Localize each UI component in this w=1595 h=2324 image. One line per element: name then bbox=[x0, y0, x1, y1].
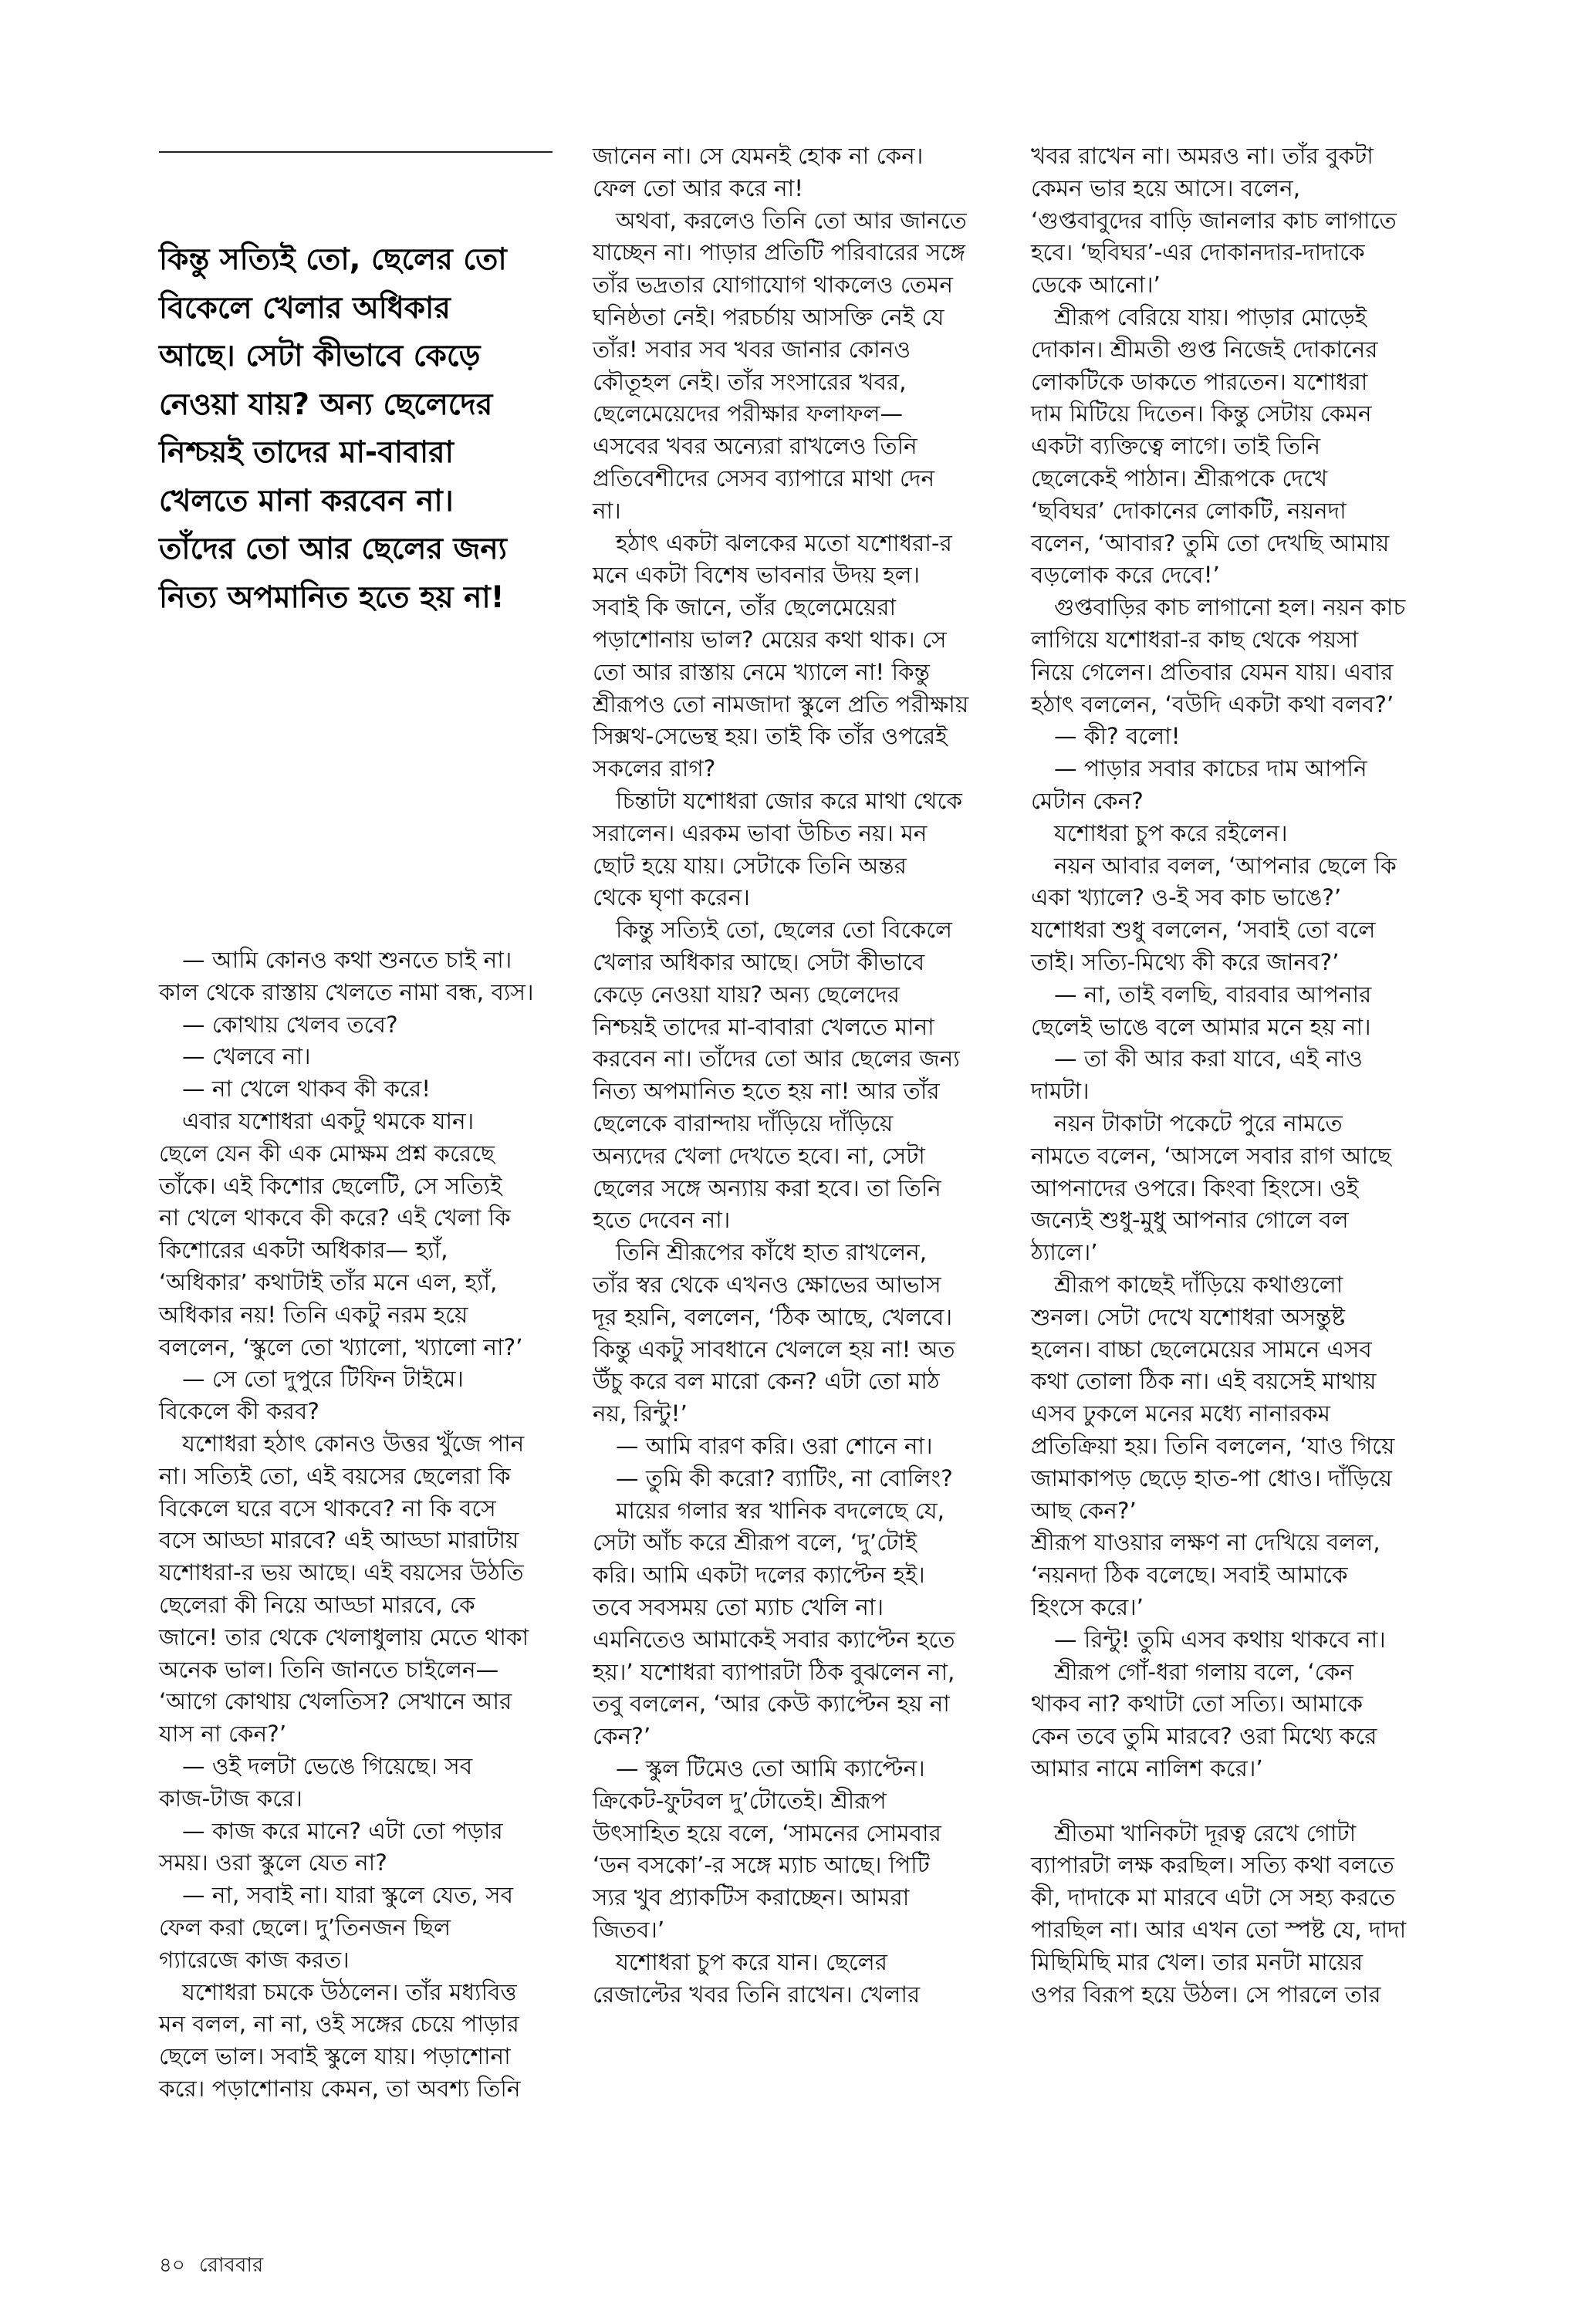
text-line: — সে তো দুপুরে টিফিন টাইমে। bbox=[182, 1366, 464, 1393]
magazine-name: রোববার bbox=[199, 2254, 264, 2277]
text-line: ফেল করা ছেলে। দু’তিনজন ছিল bbox=[159, 1914, 451, 1941]
text-line: হতে দেবেন না। bbox=[593, 1207, 731, 1234]
text-line: হয়।’ যশোধরা ব্যাপারটা ঠিক বুঝলেন না, bbox=[593, 1658, 955, 1685]
text-line: ‘গুপ্তবাবুদের বাড়ি জানলার কাচ লাগাতে bbox=[1031, 207, 1397, 234]
text-line: হবে। ‘ছবিঘর’-এর দোকানদার-দাদাকে bbox=[1031, 239, 1365, 266]
text-line: বসে আড্ডা মারবে? এই আড্ডা মারাটায় bbox=[159, 1527, 519, 1554]
pull-quote-line: আছে। সেটা কীভাবে কেড়ে bbox=[159, 339, 481, 373]
text-line: তাঁর স্বর থেকে এখনও ক্ষোভের আভাস bbox=[593, 1272, 941, 1298]
text-line: গ্যারেজে কাজ করত। bbox=[159, 1946, 350, 1973]
text-line: ছেলেকেই পাঠান। শ্রীরূপকে দেখে bbox=[1031, 465, 1328, 491]
text-line: শুনল। সেটা দেখে যশোধরা অসন্তুষ্ট bbox=[1031, 1303, 1346, 1330]
text-line: না খেলে থাকবে কী করে? এই খেলা কি bbox=[159, 1204, 511, 1231]
text-line: বলেন, ‘আবার? তুমি তো দেখছি আমায় bbox=[1031, 529, 1390, 556]
text-line: খেলার অধিকার আছে। সেটা কীভাবে bbox=[593, 949, 925, 975]
text-line: কিন্তু সত্যিই তো, ছেলের তো বিকেলে bbox=[616, 917, 953, 944]
text-line: শ্রীরূপ কাছেই দাঁড়িয়ে কথাগুলো bbox=[1054, 1272, 1343, 1298]
pull-quote bbox=[159, 236, 564, 622]
text-line: ছেলেরা কী নিয়ে আড্ডা মারবে, কে bbox=[159, 1592, 475, 1618]
text-line: দাম মিটিয়ে দিতেন। কিন্তু সেটায় কেমন bbox=[1031, 400, 1372, 427]
pull-quote-line: নিশ্চয়ই তাদের মা-বাবারা bbox=[159, 435, 454, 470]
text-line: জামাকাপড় ছেড়ে হাত-পা ধোও। দাঁড়িয়ে bbox=[1031, 1464, 1392, 1491]
text-line: ডেকে আনো।’ bbox=[1031, 272, 1161, 299]
text-line: — কাজ করে মানে? এটা তো পড়ার bbox=[182, 1817, 503, 1844]
text-line: যাস না কেন?’ bbox=[159, 1721, 287, 1748]
text-line: ‘ডন বসকো’-র সঙ্গে ম্যাচ আছে। পিটি bbox=[593, 1852, 930, 1879]
text-line: ঘনিষ্ঠতা নেই। পরচর্চায় আসক্তি নেই যে bbox=[593, 304, 944, 330]
text-line: এসবের খবর অন্যেরা রাখলেও তিনি bbox=[593, 433, 917, 460]
text-line: থাকব না? কথাটা তো সত্যি। আমাকে bbox=[1031, 1691, 1364, 1718]
text-line: মিছিমিছি মার খেল। তার মনটা মায়ের bbox=[1031, 1948, 1364, 1975]
text-line: তো আর রাস্তায় নেমে খ্যালে না! কিন্তু bbox=[593, 658, 931, 685]
text-line: কথা তোলা ঠিক না। এই বয়সেই মাথায় bbox=[1031, 1368, 1377, 1395]
text-line: — কোথায় খেলব তবে? bbox=[182, 1011, 398, 1038]
text-line: প্রতিক্রিয়া হয়। তিনি বললেন, ‘যাও গিয়ে bbox=[1031, 1433, 1395, 1459]
text-line: এমনিতেও আমাকেই সবার ক্যাপ্টেন হতে bbox=[593, 1626, 955, 1653]
text-line: আপনাদের ওপরে। কিংবা হিংসে। ওই bbox=[1031, 1174, 1359, 1201]
text-line: না। সত্যিই তো, এই বয়সের ছেলেরা কি bbox=[159, 1462, 511, 1489]
page-number: ৪০ bbox=[159, 2254, 185, 2277]
text-line: বিকেলে কী করব? bbox=[159, 1398, 319, 1425]
pull-quote-line: নেওয়া যায়? অন্য ছেলেদের bbox=[159, 387, 493, 422]
text-line: তাঁকে। এই কিশোর ছেলেটি, সে সত্যিই bbox=[159, 1172, 502, 1199]
text-line: — পাড়ার সবার কাচের দাম আপনি bbox=[1054, 755, 1367, 782]
text-line: কাল থেকে রাস্তায় খেলতে নামা বন্ধ, ব্যস। bbox=[159, 978, 534, 1005]
pull-quote-rule bbox=[159, 151, 553, 153]
text-line: নিত্য অপমানিত হতে হয় না! আর তাঁর bbox=[593, 1078, 940, 1105]
text-line: করি। আমি একটা দলের ক্যাপ্টেন হই। bbox=[593, 1562, 925, 1589]
text-line: — আমি কোনও কথা শুনতে চাই না। bbox=[182, 947, 512, 973]
text-line: উঁচু করে বল মারো কেন? এটা তো মাঠ bbox=[593, 1368, 940, 1395]
text-line: — না, তাই বলছি, বারবার আপনার bbox=[1054, 981, 1372, 1008]
text-line: লাগিয়ে যশোধরা-র কাছ থেকে পয়সা bbox=[1031, 627, 1359, 653]
text-line: জানে! তার থেকে খেলাধুলায় মেতে থাকা bbox=[159, 1623, 529, 1650]
text-line: উৎসাহিত হয়ে বলে, ‘সামনের সোমবার bbox=[593, 1819, 941, 1846]
text-line: সবাই কি জানে, তাঁর ছেলেমেয়েরা bbox=[593, 594, 897, 621]
text-line: ছোট হয়ে যায়। সেটাকে তিনি অন্তর bbox=[593, 852, 907, 879]
text-line: ‘নয়নদা ঠিক বলেছে। সবাই আমাকে bbox=[1031, 1562, 1348, 1589]
text-line: ছেলেমেয়েদের পরীক্ষার ফলাফল— bbox=[593, 400, 903, 427]
text-line: নয়ন টাকাটা পকেটে পুরে নামতে bbox=[1054, 1110, 1343, 1137]
text-line: শ্রীরূপও তো নামজাদা স্কুলে প্রতি পরীক্ষায় bbox=[593, 691, 969, 718]
text-line: — খেলবে না। bbox=[182, 1043, 311, 1070]
text-line: নয়, রিন্টু!’ bbox=[593, 1400, 688, 1427]
text-line: শ্রীরূপ যাওয়ার লক্ষণ না দেখিয়ে বলল, bbox=[1031, 1529, 1380, 1556]
text-line: মনে একটা বিশেষ ভাবনার উদয় হল। bbox=[593, 562, 921, 589]
text-line: এবার যশোধরা একটু থমকে যান। bbox=[182, 1108, 475, 1134]
text-line: রেজাল্টের খবর তিনি রাখেন। খেলার bbox=[593, 1981, 921, 2008]
text-line: না। bbox=[593, 497, 621, 524]
text-line: নয়ন আবার বলল, ‘আপনার ছেলে কি bbox=[1054, 852, 1397, 879]
text-line: — না খেলে থাকব কী করে! bbox=[182, 1076, 431, 1103]
text-line: নামতে বলেন, ‘আসলে সবার রাগ আছে bbox=[1031, 1142, 1391, 1169]
text-line: যশোধরা চমকে উঠলেন। তাঁর মধ্যবিত্ত bbox=[182, 1978, 517, 2005]
text-line: খবর রাখেন না। অমরও না। তাঁর বুকটা bbox=[1031, 143, 1374, 169]
text-line: কেন?’ bbox=[593, 1723, 651, 1750]
text-line: ছেলে ভাল। সবাই স্কুলে যায়। পড়াশোনা bbox=[159, 2043, 511, 2070]
text-line: নিয়ে গেলেন। প্রতিবার যেমন যায়। এবার bbox=[1031, 658, 1394, 685]
text-line: ক্রিকেট-ফুটবল দু’টোতেই। শ্রীরূপ bbox=[593, 1787, 887, 1814]
text-line: সকলের রাগ? bbox=[593, 755, 716, 782]
text-line: তাঁর ভদ্রতার যোগাযোগ থাকলেও তেমন bbox=[593, 272, 954, 299]
text-line: নিশ্চয়ই তাদের মা-বাবারা খেলতে মানা bbox=[593, 1013, 934, 1040]
text-line: জানেন না। সে যেমনই হোক না কেন। bbox=[593, 143, 924, 169]
text-line: ছেলেই ভাঙে বলে আমার মনে হয় না। bbox=[1031, 1013, 1371, 1040]
text-line: — তুমি কী করো? ব্যাটিং, না বোলিং? bbox=[616, 1464, 953, 1491]
text-line: সময়। ওরা স্কুলে যেত না? bbox=[159, 1849, 387, 1876]
text-line: দামটা। bbox=[1031, 1078, 1090, 1105]
text-line: জিতব।’ bbox=[593, 1917, 665, 1943]
pull-quote-line: খেলতে মানা করবেন না। bbox=[159, 483, 454, 519]
text-line: সিক্সথ-সেভেন্থ হয়। তাই কি তাঁর ওপরেই bbox=[593, 723, 948, 750]
text-line: তবু বললেন, ‘আর কেউ ক্যাপ্টেন হয় না bbox=[593, 1691, 950, 1718]
text-line: করে। পড়াশোনায় কেমন, তা অবশ্য তিনি bbox=[159, 2076, 521, 2102]
text-line: যশোধরা চুপ করে রইলেন। bbox=[1054, 819, 1288, 846]
text-line: শ্রীরূপ গোঁ-ধরা গলায় বলে, ‘কেন bbox=[1054, 1658, 1353, 1685]
text-line: তাই। সত্যি-মিথ্যে কী করে জানব?’ bbox=[1031, 949, 1340, 975]
text-line: বিকেলে ঘরে বসে থাকবে? না কি বসে bbox=[159, 1495, 496, 1522]
text-line: ঠ্যালে।’ bbox=[1031, 1239, 1098, 1266]
text-line: হঠাৎ বললেন, ‘বউদি একটা কথা বলব?’ bbox=[1031, 691, 1394, 718]
pull-quote-line: নিত্য অপমানিত হতে হয় না! bbox=[159, 579, 505, 615]
text-line: তবে সবসময় তো ম্যাচ খেলি না। bbox=[593, 1594, 884, 1620]
text-line: প্রতিবেশীদের সেসব ব্যাপারে মাথা দেন bbox=[593, 465, 935, 491]
text-line: তাঁর! সবার সব খবর জানার কোনও bbox=[593, 336, 911, 363]
text-line: ‘ছবিঘর’ দোকানের লোকটি, নয়নদা bbox=[1031, 497, 1347, 524]
text-line: — তা কী আর করা যাবে, এই নাও bbox=[1054, 1045, 1363, 1072]
text-line: চিন্তাটা যশোধরা জোর করে মাথা থেকে bbox=[616, 788, 962, 814]
text-line: — আমি বারণ করি। ওরা শোনে না। bbox=[616, 1433, 933, 1459]
text-line: স্যর খুব প্র্যাকটিস করাচ্ছেন। আমরা bbox=[593, 1884, 910, 1911]
text-line: আমার নামে নালিশ করে।’ bbox=[1031, 1755, 1263, 1782]
text-line: দোকান। শ্রীমতী গুপ্ত নিজেই দোকানের bbox=[1031, 336, 1378, 363]
text-line: ওপর বিরূপ হয়ে উঠল। সে পারলে তার bbox=[1031, 1981, 1381, 2008]
text-line: শ্রীরূপ বেরিয়ে যায়। পাড়ার মোড়েই bbox=[1054, 304, 1367, 330]
text-line: — রিন্টু! তুমি এসব কথায় থাকবে না। bbox=[1054, 1626, 1386, 1653]
text-line: গুপ্তবাড়ির কাচ লাগানো হল। নয়ন কাচ bbox=[1054, 594, 1406, 621]
text-line: — কী? বলো! bbox=[1054, 723, 1181, 750]
text-line: ছেলেকে বারান্দায় দাঁড়িয়ে দাঁড়িয়ে bbox=[593, 1110, 894, 1137]
text-line: মেটান কেন? bbox=[1031, 788, 1144, 814]
text-line: যশোধরা শুধু বললেন, ‘সবাই তো বলে bbox=[1031, 917, 1376, 944]
text-line: আছ কেন?’ bbox=[1031, 1497, 1137, 1524]
text-line: কেন তবে তুমি মারবে? ওরা মিথ্যে করে bbox=[1031, 1723, 1377, 1750]
text-line: এসব ঢুকলে মনের মধ্যে নানারকম bbox=[1031, 1400, 1330, 1427]
text-line: তিনি শ্রীরূপের কাঁধে হাত রাখলেন, bbox=[616, 1239, 928, 1266]
text-line: কেমন ভার হয়ে আসে। বলেন, bbox=[1031, 174, 1301, 201]
pull-quote-line: কিন্তু সত্যিই তো, ছেলের তো bbox=[159, 242, 507, 277]
text-line: কিন্তু একটু সাবধানে খেললে হয় না! অত bbox=[593, 1336, 955, 1363]
text-line: যশোধরা-র ভয় আছে। এই বয়সের উঠতি bbox=[159, 1559, 524, 1586]
text-line: ছেলের সঙ্গে অন্যায় করা হবে। তা তিনি bbox=[593, 1174, 941, 1201]
text-line: যশোধরা হঠাৎ কোনও উত্তর খুঁজে পান bbox=[182, 1431, 525, 1457]
text-line: ‘আগে কোথায় খেলতিস? সেখানে আর bbox=[159, 1688, 512, 1715]
text-line: করবেন না। তাঁদের তো আর ছেলের জন্য bbox=[593, 1045, 960, 1072]
text-line: থেকে ঘৃণা করেন। bbox=[593, 884, 750, 911]
text-line: ছেলে যেন কী এক মোক্ষম প্রশ্ন করেছে bbox=[159, 1140, 495, 1167]
text-line: যশোধরা চুপ করে যান। ছেলের bbox=[616, 1948, 887, 1975]
text-line: ফেল তো আর করে না! bbox=[593, 174, 804, 201]
text-line: অধিকার নয়! তিনি একটু নরম হয়ে bbox=[159, 1301, 468, 1328]
text-line: লোকটিকে ডাকতে পারতেন। যশোধরা bbox=[1031, 368, 1368, 395]
text-line: — ওই দলটা ভেঙে গিয়েছে। সব bbox=[182, 1753, 473, 1779]
text-line: সেটা আঁচ করে শ্রীরূপ বলে, ‘দু’টোই bbox=[593, 1529, 917, 1556]
text-line: কৌতূহল নেই। তাঁর সংসারের খবর, bbox=[593, 368, 907, 395]
text-line: অন্যদের খেলা দেখতে হবে। না, সেটা bbox=[593, 1142, 925, 1169]
text-line: — না, সবাই না। যারা স্কুলে যেত, সব bbox=[182, 1882, 513, 1909]
text-line: মন বলল, না না, ওই সঙ্গের চেয়ে পাড়ার bbox=[159, 2011, 519, 2038]
text-line: বললেন, ‘স্কুলে তো খ্যালো, খ্যালো না?’ bbox=[159, 1333, 523, 1360]
text-line: দূর হয়নি, বললেন, ‘ঠিক আছে, খেলবে। bbox=[593, 1303, 953, 1330]
text-line: কিশোরের একটা অধিকার— হ্যাঁ, bbox=[159, 1237, 448, 1264]
text-line: হিংসে করে।’ bbox=[1031, 1594, 1144, 1620]
text-line: বড়লোক করে দেবে!’ bbox=[1031, 562, 1220, 589]
text-line: পড়াশোনায় ভাল? মেয়ের কথা থাক। সে bbox=[593, 627, 947, 653]
pull-quote-line: বিকেলে খেলার অধিকার bbox=[159, 290, 451, 326]
text-line: অনেক ভাল। তিনি জানতে চাইলেন— bbox=[159, 1656, 499, 1683]
text-line: হঠাৎ একটা ঝলকের মতো যশোধরা-র bbox=[616, 529, 952, 556]
text-line: জন্যেই শুধু-মুধু আপনার গোলে বল bbox=[1031, 1207, 1349, 1234]
text-line: কী, দাদাকে মা মারবে এটা সে সহ্য করতে bbox=[1031, 1884, 1395, 1911]
text-line: কাজ-টাজ করে। bbox=[159, 1785, 302, 1812]
text-line: — স্কুল টিমেও তো আমি ক্যাপ্টেন। bbox=[616, 1755, 925, 1782]
page-footer bbox=[159, 2249, 271, 2283]
text-line: একা খ্যালে? ও-ই সব কাচ ভাঙে?’ bbox=[1031, 884, 1342, 911]
text-line: যাচ্ছেন না। পাড়ার প্রতিটি পরিবারের সঙ্গে bbox=[593, 239, 965, 266]
text-line: ‘অধিকার’ কথাটাই তাঁর মনে এল, হ্যাঁ, bbox=[159, 1269, 498, 1295]
text-line: ব্যাপারটা লক্ষ করছিল। সত্যি কথা বলতে bbox=[1031, 1852, 1394, 1879]
text-line: শ্রীতমা খানিকটা দূরত্ব রেখে গোটা bbox=[1054, 1819, 1357, 1846]
text-line: একটা ব্যক্তিত্বে লাগে। তাই তিনি bbox=[1031, 433, 1321, 460]
text-line: অথবা, করলেও তিনি তো আর জানতে bbox=[616, 207, 967, 234]
text-line: মায়ের গলার স্বর খানিক বদলেছে যে, bbox=[616, 1497, 944, 1524]
text-line: হলেন। বাচ্চা ছেলেমেয়ের সামনে এসব bbox=[1031, 1336, 1372, 1363]
text-line: পারছিল না। আর এখন তো স্পষ্ট যে, দাদা bbox=[1031, 1917, 1407, 1943]
text-line: কেড়ে নেওয়া যায়? অন্য ছেলেদের bbox=[593, 981, 900, 1008]
text-line: সরালেন। এরকম ভাবা উচিত নয়। মন bbox=[593, 819, 928, 846]
pull-quote-line: তাঁদের তো আর ছেলের জন্য bbox=[159, 532, 507, 566]
